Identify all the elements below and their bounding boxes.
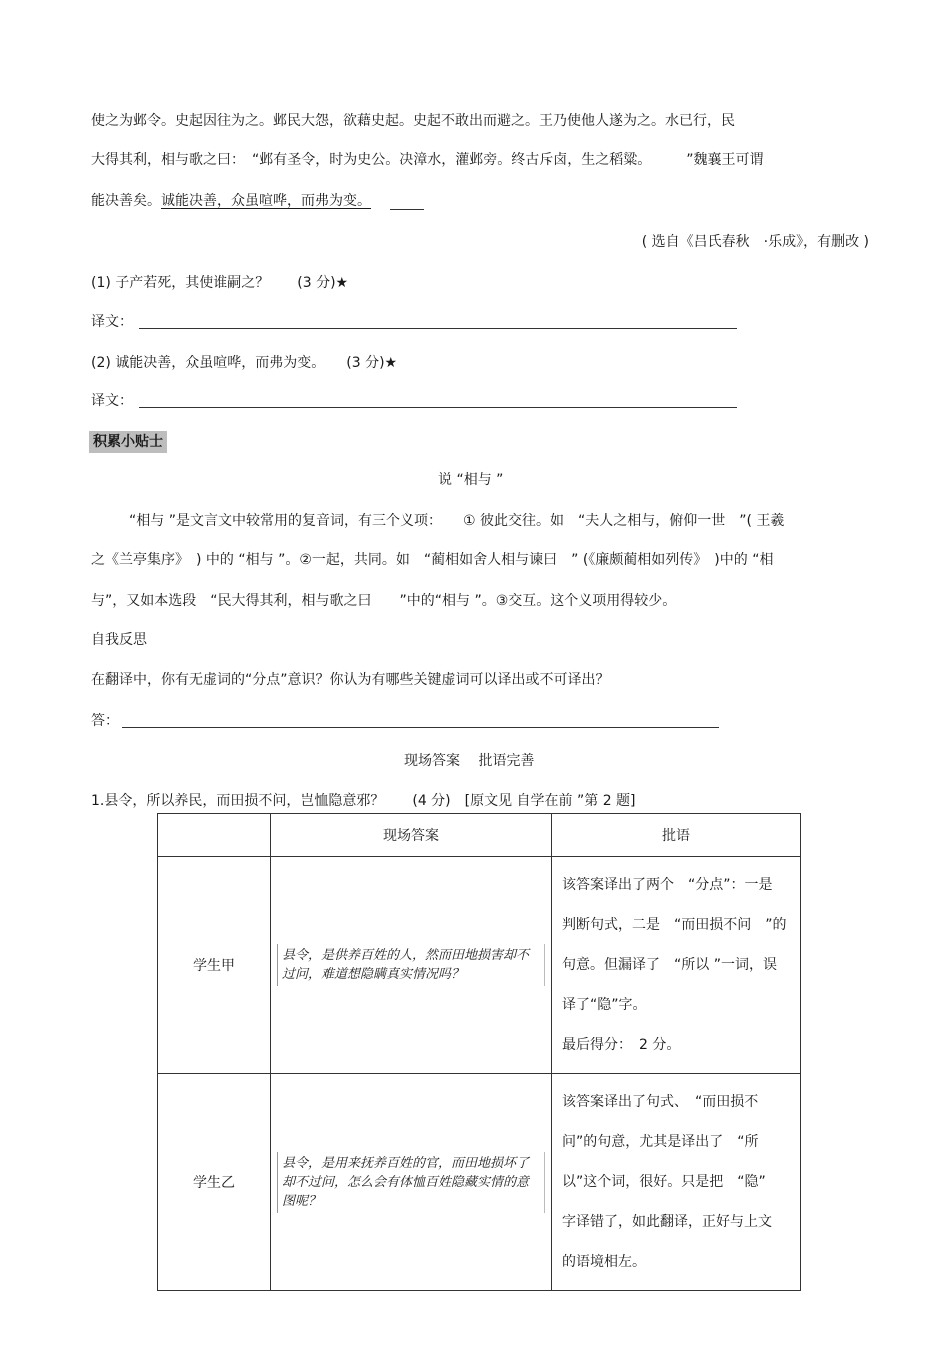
source-citation: ( 选自《吕氏春秋 ·乐成》，有删改 ) <box>641 234 869 250</box>
answer-blank-line[interactable] <box>139 328 737 329</box>
reflection-question: 在翻译中，你有无虚词的“分点”意识？你认为有哪些关键虚词可以译出或不可译出？ <box>91 672 610 688</box>
answer-blank-line[interactable] <box>122 727 719 728</box>
underlined-sentence: 诚能决善，众虽喧哗，而弗为变。 <box>161 193 371 209</box>
comment-cell <box>552 857 801 1074</box>
handwritten-answer: 县令，是供养百姓的人，然而田地损害却不过问，难道想隐瞒真实情况吗？ <box>277 944 545 986</box>
comment-line: 判断句式，二是 “而田损不问 ”的 <box>562 917 787 933</box>
tips-title: 说 “相与 ” <box>438 472 504 488</box>
tips-paragraph: 与”，又如本选段 “民大得其利，相与歌之曰 ”中的“相与 ”。③交互。这个义项用得较少。 <box>91 593 677 609</box>
passage-line: 使之为邺令。史起因往为之。邺民大怨，欲藉史起。史起不敢出而避之。王乃使他人遂为之。水已行，民 <box>91 113 735 129</box>
table-header-row <box>158 814 801 857</box>
comment-cell <box>552 1074 801 1291</box>
tips-paragraph: 之《兰亭集序》 ) 中的 “相与 ”。②一起，共同。如 “蔺相如舍人相与谏曰 ” (《廉颇蔺相如列传》 )中的 “相 <box>91 552 774 568</box>
student-name: 学生乙 <box>158 1074 271 1291</box>
question-2: (2) 诚能决善，众虽喧哗，而弗为变。 (3 分)★ <box>91 355 398 371</box>
table-header: 批语 <box>552 814 801 857</box>
answer-label: 译文： <box>91 393 133 409</box>
question-1: (1) 子产若死，其使谁嗣之？ (3 分)★ <box>91 275 349 291</box>
passage-line <box>91 191 371 211</box>
table-row <box>158 1074 801 1291</box>
tips-tag: 积累小贴士 <box>89 431 167 453</box>
passage-line: 大得其利，相与歌之曰： “邺有圣令，时为史公。决漳水，灌邺旁。终古斥卤，生之稻粱。 ”魏襄王可谓 <box>91 152 764 168</box>
answer-blank-line[interactable] <box>139 407 737 408</box>
table-row <box>158 857 801 1074</box>
comment-line: 的语境相左。 <box>562 1254 646 1270</box>
question-text: 1.县令，所以养民，而田损不问，岂恤隐意邪？ (4 分) [原文见 自学在前 ”第 2 题] <box>91 793 636 809</box>
answer-comment-table <box>157 813 801 1291</box>
comment-line: 译了“隐”字。 <box>562 997 647 1013</box>
section-title: 现场答案 批语完善 <box>404 753 535 769</box>
scanned-answer <box>271 1074 552 1291</box>
answer-label: 答： <box>91 713 119 729</box>
comment-line: 最后得分： 2 分。 <box>562 1037 681 1053</box>
comment-line: 字译错了，如此翻译，正好与上文 <box>562 1214 772 1230</box>
handwritten-answer: 县令，是用来抚养百姓的官，而田地损坏了却不过问，怎么会有体恤百姓隐藏实情的意图呢？ <box>277 1152 545 1213</box>
table-header: 现场答案 <box>271 814 552 857</box>
comment-line: 句意。但漏译了 “所以 ”一词，误 <box>562 957 777 973</box>
student-name: 学生甲 <box>158 857 271 1074</box>
underline-extension <box>390 209 424 210</box>
table-header-blank <box>158 814 271 857</box>
comment-line: 该答案译出了两个 “分点”：一是 <box>562 877 773 893</box>
reflection-heading: 自我反思 <box>91 632 147 648</box>
scanned-answer <box>271 857 552 1074</box>
passage-text: 能决善矣。 <box>91 193 161 209</box>
tips-paragraph: “相与 ”是文言文中较常用的复音词，有三个义项： ① 彼此交往。如 “夫人之相与，俯仰一世 ”( 王羲 <box>129 513 785 529</box>
answer-label: 译文： <box>91 314 133 330</box>
comment-line: 以”这个词，很好。只是把 “隐” <box>562 1174 766 1190</box>
comment-line: 该答案译出了句式、 “而田损不 <box>562 1094 759 1110</box>
comment-line: 问”的句意，尤其是译出了 “所 <box>562 1134 759 1150</box>
